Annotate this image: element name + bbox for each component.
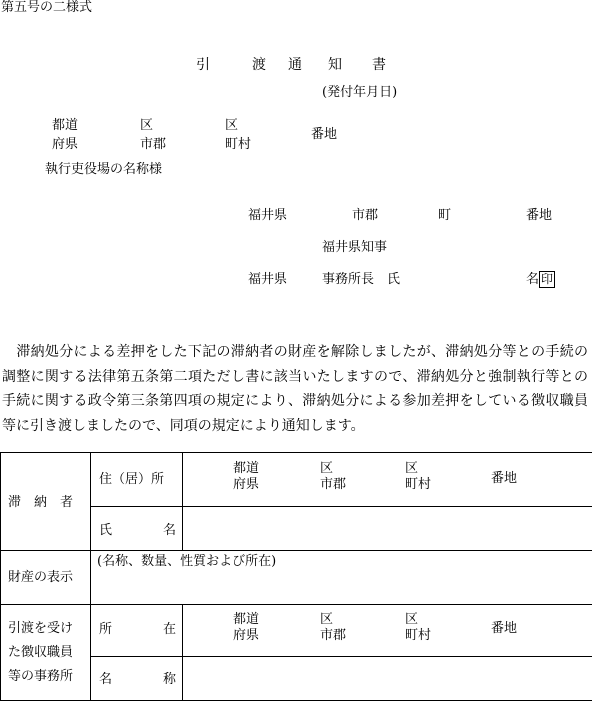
address-label: 住（居）所: [99, 473, 164, 486]
sender-office: 事務所長 氏: [322, 273, 400, 286]
office-name-label-2: 称: [163, 673, 176, 686]
location-label-cell: [91, 605, 183, 657]
receiver-addr-city: 区 市郡: [320, 612, 346, 644]
receiver-label-cell: [1, 605, 91, 701]
office-name-value-cell: [183, 657, 592, 701]
sender-town: 町: [438, 209, 451, 222]
address-value-cell: [183, 453, 592, 507]
receiver-addr-town: 区 町村: [405, 612, 431, 644]
office-name-label-cell: [91, 657, 183, 701]
address-label-cell: [91, 453, 183, 507]
title-char: 渡: [252, 54, 266, 74]
property-note: (名称、数量、性質および所在): [97, 555, 276, 568]
addressee-ward-top: 区: [140, 119, 153, 132]
title-char: 通: [288, 54, 302, 74]
issue-date: (発付年月日): [322, 86, 397, 99]
property-value-cell: [91, 551, 592, 605]
addr-pref: 都道 府県: [233, 461, 259, 493]
property-label: 財産の表示: [8, 571, 73, 584]
location-value-cell: [183, 605, 592, 657]
details-table: [0, 452, 592, 701]
name-label-1: 氏: [99, 524, 112, 537]
notice-body: 滞納処分による差押をした下記の滞納者の財産を解除しましたが、滞納処分等との手続の調整に関する法律第五条第二項ただし書に該当いたしますので、滞納処分と強制執行等との手続に関する政令第三条第四項の規定により、滞納処分による参加差押をしている徴収職員等に引き渡しましたので、同項の規定により通知します。: [2, 340, 588, 438]
property-label-cell: [1, 551, 91, 605]
title-char: 書: [372, 54, 386, 74]
sender-banchi: 番地: [526, 209, 552, 222]
addressee-pref-bottom: 府県: [52, 138, 78, 151]
title-char: 引: [196, 54, 210, 74]
location-label-1: 所: [99, 623, 112, 636]
sender-signature: [526, 271, 555, 288]
addressee-ward2-top: 区: [225, 119, 238, 132]
addressee-city-bottom: 市郡: [140, 138, 166, 151]
office-name-label-1: 名: [99, 673, 112, 686]
addressee-pref-top: 都道: [52, 119, 78, 132]
addressee-name: 執行吏役場の名称様: [45, 163, 162, 176]
delinquent-label-cell: [1, 453, 91, 551]
seal-mark: 印: [539, 271, 555, 288]
sender-pref: 福井県: [248, 209, 287, 222]
addr-banchi: 番地: [491, 472, 517, 485]
addr-town: 区 町村: [405, 461, 431, 493]
name-value-cell: [183, 507, 592, 551]
addressee-town-bottom: 町村: [225, 138, 251, 151]
addressee-banchi: 番地: [311, 128, 337, 141]
sender-city: 市郡: [352, 209, 378, 222]
sender-office-pref: 福井県: [248, 273, 287, 286]
name-label-2: 名: [163, 524, 176, 537]
sender-governor: 福井県知事: [322, 241, 387, 254]
form-number: 第五号の二様式: [1, 1, 92, 14]
receiver-addr-banchi: 番地: [491, 622, 517, 635]
receiver-label: 引渡を受け た徴収職員 等の事務所: [8, 617, 73, 689]
delinquent-label: 滞 納 者: [8, 496, 73, 509]
name-label-cell: [91, 507, 183, 551]
title-char: 知: [328, 54, 342, 74]
sender-name-suffix: 名: [526, 272, 539, 287]
receiver-addr-pref: 都道 府県: [233, 612, 259, 644]
addr-city: 区 市郡: [320, 461, 346, 493]
location-label-2: 在: [163, 623, 176, 636]
